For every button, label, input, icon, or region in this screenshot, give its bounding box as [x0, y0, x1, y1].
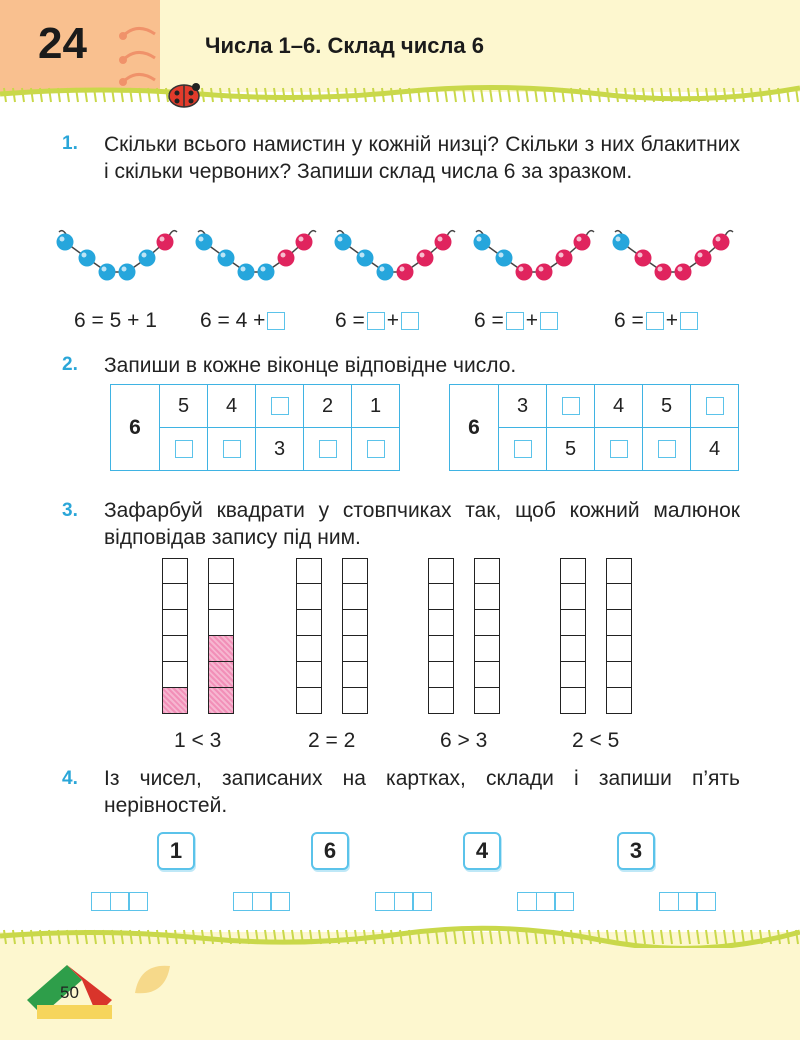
table-cell: 5: [643, 385, 691, 428]
table-cell: 1: [352, 385, 400, 428]
table-cell: 4: [208, 385, 256, 428]
table-total: 6: [450, 385, 499, 471]
table-cell-empty[interactable]: [499, 428, 547, 471]
blue-bead: [238, 264, 255, 281]
answer-box[interactable]: [367, 312, 385, 330]
grass-border-top: [0, 78, 800, 112]
column-square[interactable]: [428, 636, 454, 662]
task3-number: 3.: [62, 500, 78, 521]
column-square[interactable]: [296, 610, 322, 636]
composition-table-1: [110, 384, 400, 471]
table-cell: 4: [691, 428, 739, 471]
column-square[interactable]: [208, 636, 234, 662]
blue-bead: [258, 264, 275, 281]
column-square[interactable]: [428, 558, 454, 584]
square-column[interactable]: [208, 558, 234, 714]
red-bead: [536, 264, 553, 281]
column-square[interactable]: [342, 688, 368, 714]
lesson-number: 24: [38, 19, 87, 68]
blue-bead: [196, 234, 213, 251]
column-square[interactable]: [428, 662, 454, 688]
column-square[interactable]: [606, 584, 632, 610]
ladybug-icon: [163, 80, 205, 110]
blue-bead: [119, 264, 136, 281]
answer-box[interactable]: [401, 312, 419, 330]
task1-number: 1.: [62, 133, 78, 154]
table-cell: 3: [256, 428, 304, 471]
equation-5: 6 = +: [614, 309, 700, 333]
equation-4: 6 = +: [474, 309, 560, 333]
column-square[interactable]: [162, 688, 188, 714]
number-card: 3: [617, 832, 655, 870]
blue-bead: [474, 234, 491, 251]
equation-1: 6 = 5 + 1: [74, 309, 157, 332]
column-label-2: 2 = 2: [308, 729, 356, 752]
column-square[interactable]: [296, 584, 322, 610]
lesson-title: Числа 1–6. Склад числа 6: [205, 33, 485, 58]
column-square[interactable]: [560, 584, 586, 610]
column-square[interactable]: [474, 636, 500, 662]
red-bead: [397, 264, 414, 281]
column-square[interactable]: [342, 584, 368, 610]
grass-border-bottom: [0, 918, 800, 948]
table-cell: 2: [304, 385, 352, 428]
column-square[interactable]: [606, 662, 632, 688]
square-column[interactable]: [342, 558, 368, 714]
column-square[interactable]: [474, 688, 500, 714]
column-square[interactable]: [162, 584, 188, 610]
red-bead: [296, 234, 313, 251]
page-number: 50: [60, 983, 79, 1002]
answer-box[interactable]: [267, 312, 285, 330]
column-square[interactable]: [474, 610, 500, 636]
red-bead: [157, 234, 174, 251]
column-square[interactable]: [162, 558, 188, 584]
leaf-icon: [130, 958, 175, 1003]
column-square[interactable]: [560, 688, 586, 714]
square-column[interactable]: [296, 558, 322, 714]
column-square[interactable]: [428, 584, 454, 610]
red-bead: [435, 234, 452, 251]
square-column[interactable]: [606, 558, 632, 714]
column-square[interactable]: [428, 610, 454, 636]
column-square[interactable]: [296, 662, 322, 688]
column-square[interactable]: [474, 558, 500, 584]
column-square[interactable]: [560, 636, 586, 662]
blue-bead: [57, 234, 74, 251]
column-square[interactable]: [162, 636, 188, 662]
column-square[interactable]: [208, 662, 234, 688]
equation-3: 6 = +: [335, 309, 421, 333]
blue-bead: [496, 250, 513, 267]
column-square[interactable]: [342, 662, 368, 688]
column-square[interactable]: [342, 636, 368, 662]
column-square[interactable]: [208, 584, 234, 610]
column-square[interactable]: [560, 558, 586, 584]
bead-strings: [55, 228, 745, 298]
table-cell-empty[interactable]: [208, 428, 256, 471]
column-square[interactable]: [606, 636, 632, 662]
column-square[interactable]: [208, 558, 234, 584]
table-cell-empty[interactable]: [595, 428, 643, 471]
red-bead: [695, 250, 712, 267]
blue-bead: [218, 250, 235, 267]
table-cell: 5: [547, 428, 595, 471]
inequality-slot[interactable]: [91, 892, 147, 911]
column-square[interactable]: [208, 688, 234, 714]
blue-bead: [335, 234, 352, 251]
number-card: 6: [311, 832, 349, 870]
column-square[interactable]: [342, 610, 368, 636]
table-cell-empty[interactable]: [256, 385, 304, 428]
column-square[interactable]: [560, 610, 586, 636]
table-cell-empty[interactable]: [304, 428, 352, 471]
table-cell-empty[interactable]: [547, 385, 595, 428]
column-square[interactable]: [162, 662, 188, 688]
column-label-3: 6 > 3: [440, 729, 488, 752]
column-square[interactable]: [606, 558, 632, 584]
table-cell-empty[interactable]: [691, 385, 739, 428]
red-bead: [278, 250, 295, 267]
blue-bead: [613, 234, 630, 251]
column-square[interactable]: [606, 610, 632, 636]
inequality-slot[interactable]: [659, 892, 715, 911]
inequality-slot[interactable]: [233, 892, 289, 911]
column-square[interactable]: [296, 636, 322, 662]
column-label-4: 2 < 5: [572, 729, 620, 752]
column-square[interactable]: [560, 662, 586, 688]
task4-number: 4.: [62, 768, 78, 789]
column-square[interactable]: [428, 688, 454, 714]
task1-text: Скільки всього намистин у кожній низці? Скільки з них блакитних і скільки червоних? Запиши склад числа 6 за зразком.: [104, 133, 740, 183]
red-bead: [713, 234, 730, 251]
blue-bead: [377, 264, 394, 281]
red-bead: [635, 250, 652, 267]
task3-text: Зафарбуй квадрати у стовпчиках так, щоб кожний малюнок відповідав запису під ним.: [104, 499, 740, 549]
task2-text: Запиши в кожне віконце відповідне число.: [104, 354, 517, 377]
inequality-slot[interactable]: [375, 892, 431, 911]
equation-2: 6 = 4 +: [200, 309, 287, 333]
square-column[interactable]: [428, 558, 454, 714]
table-cell-empty[interactable]: [643, 428, 691, 471]
composition-table-2: [449, 384, 739, 471]
table-cell: 3: [499, 385, 547, 428]
table-total: 6: [111, 385, 160, 471]
table-cell: 5: [160, 385, 208, 428]
square-column[interactable]: [560, 558, 586, 714]
column-square[interactable]: [296, 558, 322, 584]
number-card: 1: [157, 832, 195, 870]
answer-box[interactable]: [540, 312, 558, 330]
square-column[interactable]: [474, 558, 500, 714]
column-square[interactable]: [208, 610, 234, 636]
column-square[interactable]: [162, 610, 188, 636]
column-square[interactable]: [606, 688, 632, 714]
blue-bead: [99, 264, 116, 281]
answer-box[interactable]: [680, 312, 698, 330]
table-cell: 4: [595, 385, 643, 428]
inequality-slot[interactable]: [517, 892, 573, 911]
red-bead: [574, 234, 591, 251]
answer-box[interactable]: [506, 312, 524, 330]
blue-bead: [79, 250, 96, 267]
task2-number: 2.: [62, 354, 78, 375]
column-square[interactable]: [296, 688, 322, 714]
task4-text: Із чисел, записаних на картках, склади і запиши п’ять нерівностей.: [104, 767, 740, 817]
square-column[interactable]: [162, 558, 188, 714]
number-card: 4: [463, 832, 501, 870]
column-square[interactable]: [474, 584, 500, 610]
red-bead: [655, 264, 672, 281]
red-bead: [417, 250, 434, 267]
red-bead: [556, 250, 573, 267]
red-bead: [516, 264, 533, 281]
red-bead: [675, 264, 692, 281]
table-cell-empty[interactable]: [160, 428, 208, 471]
column-square[interactable]: [474, 662, 500, 688]
column-square[interactable]: [342, 558, 368, 584]
column-label-1: 1 < 3: [174, 729, 222, 752]
answer-box[interactable]: [646, 312, 664, 330]
decor-swirls: [115, 8, 165, 88]
blue-bead: [139, 250, 156, 267]
table-cell-empty[interactable]: [352, 428, 400, 471]
blue-bead: [357, 250, 374, 267]
